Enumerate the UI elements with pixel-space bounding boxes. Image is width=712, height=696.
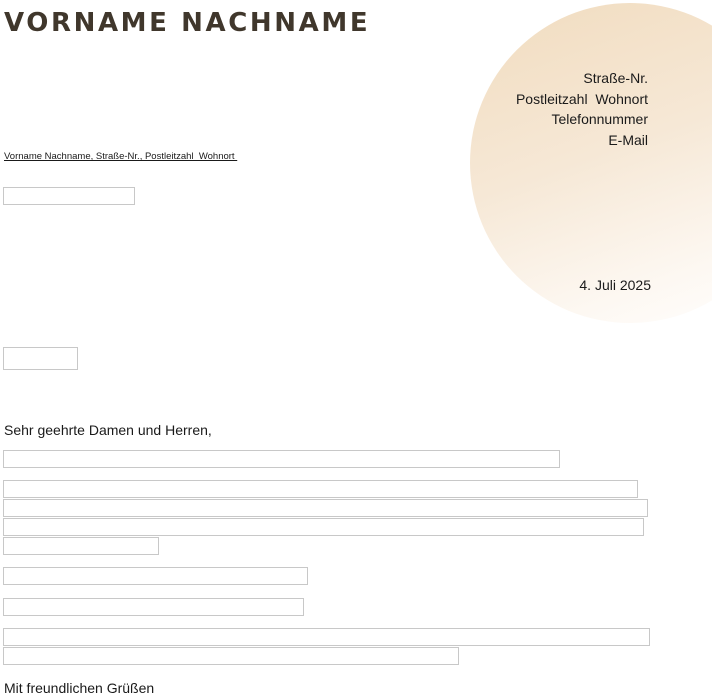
sender-city: Postleitzahl Wohnort	[515, 90, 648, 107]
body-field-intro[interactable]	[3, 450, 560, 468]
salutation: Sehr geehrte Damen und Herren,	[4, 422, 212, 438]
recipient-address-field[interactable]	[3, 187, 135, 205]
sender-email: E-Mail	[608, 131, 648, 148]
closing: Mit freundlichen Grüßen	[4, 680, 155, 696]
letterhead-name: VORNAME NACHNAME	[4, 8, 371, 38]
body-field-paragraph-2[interactable]	[3, 567, 308, 585]
body-field-paragraph-4[interactable]	[3, 628, 650, 646]
body-field-paragraph-1[interactable]	[3, 480, 638, 498]
return-address-line: Vorname Nachname, Straße-Nr., Postleitzahl Wohnort	[4, 151, 238, 162]
body-field-paragraph-4[interactable]	[3, 647, 459, 665]
body-field-paragraph-1[interactable]	[3, 537, 159, 555]
body-field-paragraph-1[interactable]	[3, 518, 644, 536]
body-field-paragraph-1[interactable]	[3, 499, 648, 517]
sender-address-block	[516, 68, 648, 150]
sender-street: Straße-Nr.	[583, 70, 648, 86]
sender-phone: Telefonnummer	[551, 111, 648, 127]
body-field-paragraph-3[interactable]	[3, 598, 304, 616]
subject-field[interactable]	[3, 347, 78, 370]
letter-date: 4. Juli 2025	[579, 277, 651, 293]
decorative-circle	[470, 3, 712, 323]
